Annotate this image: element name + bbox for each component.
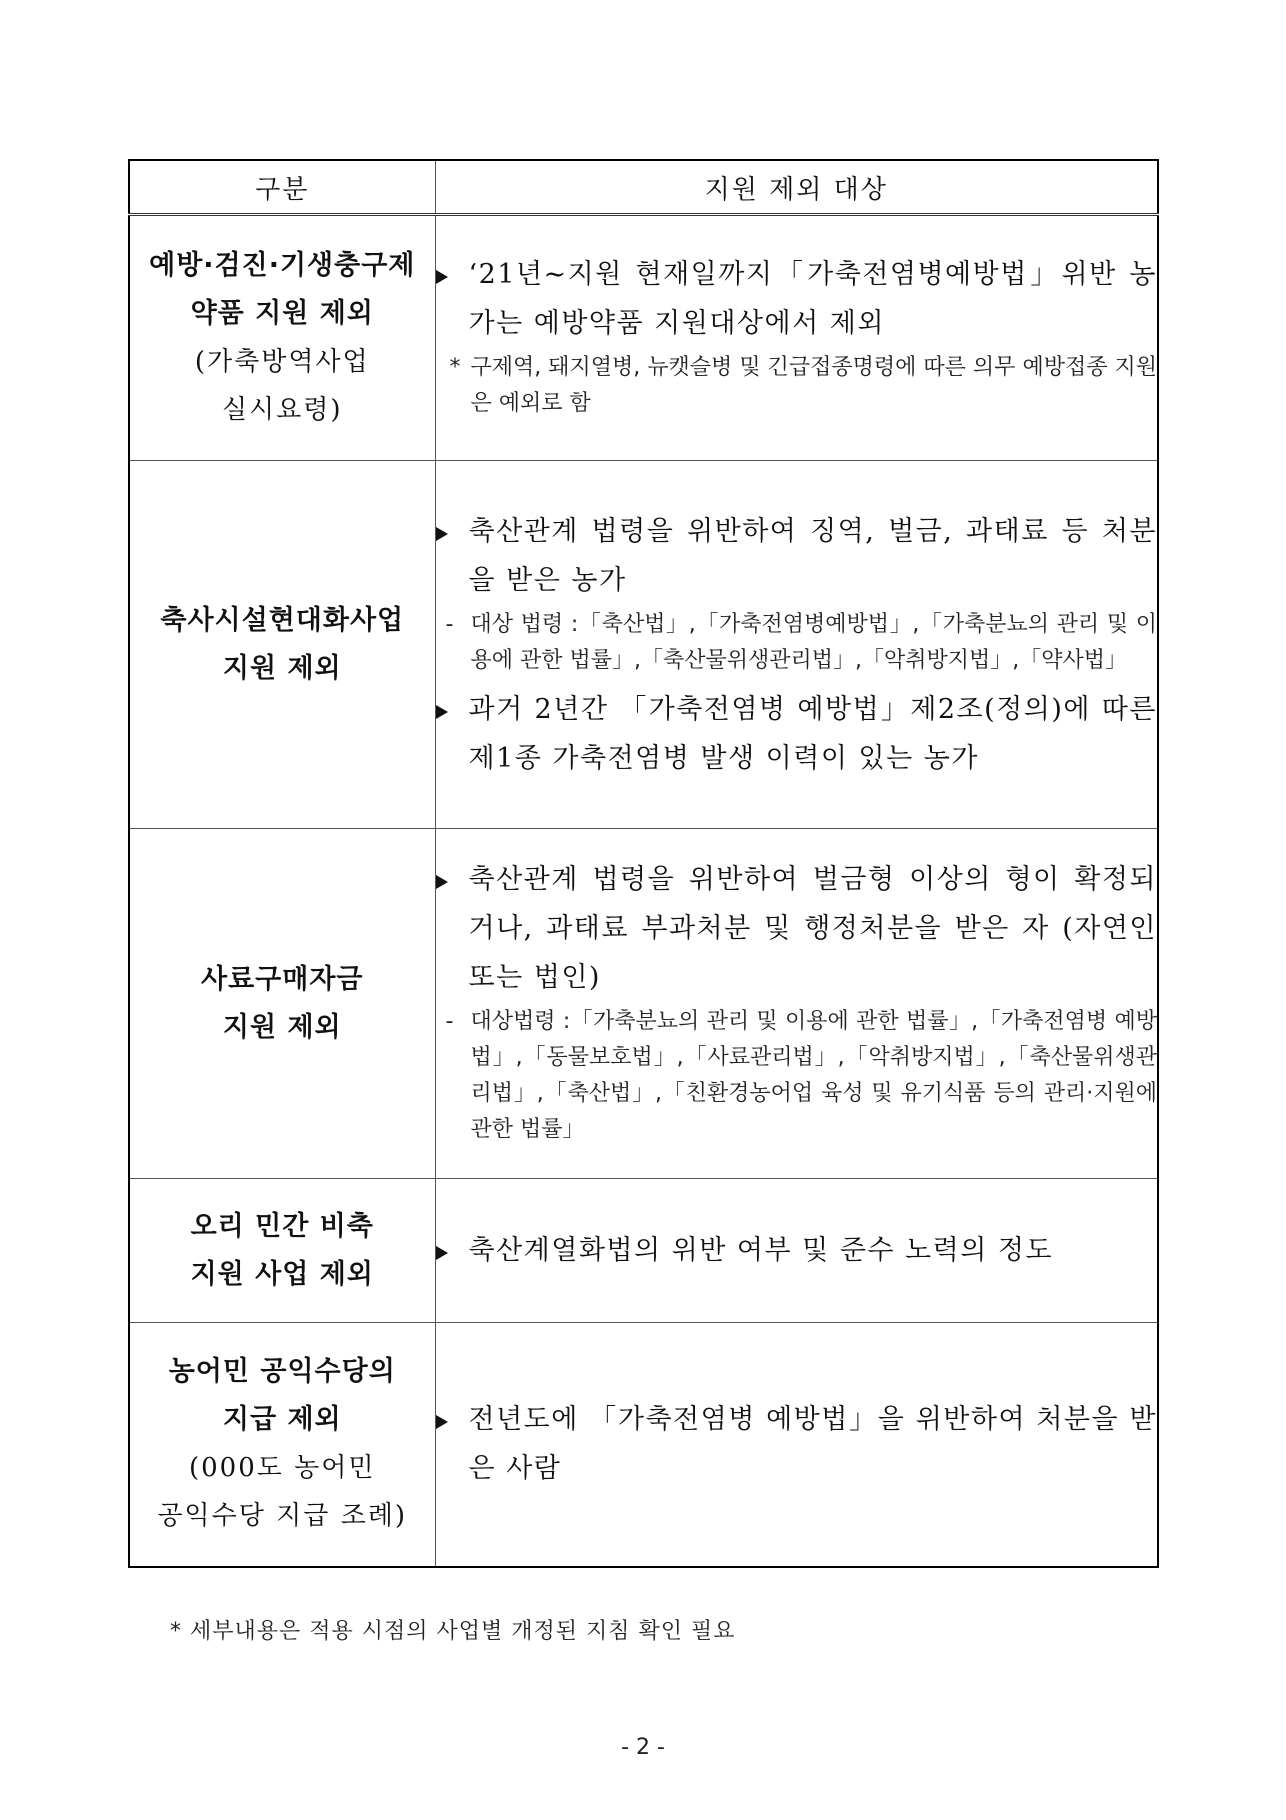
- exclusion-table: [128, 159, 1159, 1568]
- row-content-cell: [435, 829, 1158, 1179]
- bullet-text: 축산계열화법의 위반 여부 및 준수 노력의 정도: [468, 1235, 1054, 1266]
- table-row: [129, 1323, 1158, 1567]
- note-mark: -: [445, 1009, 454, 1034]
- row-title-line: 농어민 공익수당의: [168, 1356, 396, 1388]
- bullet-item: [436, 855, 1158, 1002]
- sub-note: [436, 1004, 1158, 1148]
- bullet-item: [436, 1395, 1158, 1493]
- bullet-text: 전년도에 「가축전염병 예방법」을 위반하여 처분을 받은 사람: [468, 1404, 1157, 1485]
- note-text: 대상 법령 :「축산법」,「가축전염병예방법」,「가축분뇨의 관리 및 이용에 관한 법률」,「축산물위생관리법」,「악취방지법」,「약사법」: [470, 611, 1157, 673]
- row-title-line: 사료구매자금: [201, 963, 364, 995]
- bullet-text: ‘21년∼지원 현재일까지「가축전염병예방법」위반 농가는 예방약품 지원대상에서 제외: [468, 259, 1157, 339]
- row-title-line: 약품 지원 제외: [190, 298, 374, 329]
- bullet-item: [436, 507, 1158, 605]
- table-row: [129, 829, 1158, 1179]
- table-row: [129, 1179, 1158, 1323]
- row-content-cell: [435, 1323, 1158, 1567]
- row-subtitle-line: 공익수당 지급 조례): [157, 1501, 408, 1532]
- bullet-text: 축산관계 법령을 위반하여 징역, 벌금, 과태료 등 처분을 받은 농가: [468, 515, 1157, 596]
- note-text: 구제역, 돼지열병, 뉴캣슬병 및 긴급접종명령에 따른 의무 예방접종 지원은 예외로 함: [470, 355, 1157, 416]
- triangle-bullet-icon: [436, 875, 448, 889]
- row-category-cell: [129, 461, 435, 829]
- table-row: [129, 461, 1158, 829]
- triangle-bullet-icon: [436, 270, 448, 284]
- row-subtitle-line: (000도 농어민: [189, 1453, 376, 1484]
- triangle-bullet-icon: [436, 1246, 448, 1260]
- table-row: [129, 215, 1158, 461]
- row-title-line: 예방·검진·기생충구제: [149, 250, 416, 281]
- bullet-item: [436, 250, 1158, 348]
- triangle-bullet-icon: [436, 705, 448, 719]
- row-title-line: 지급 제외: [222, 1404, 342, 1436]
- note-mark: *: [449, 355, 461, 380]
- row-category-cell: [129, 1323, 435, 1567]
- bullet-text: 축산관계 법령을 위반하여 벌금형 이상의 형이 확정되거나, 과태료 부과처분 및 행정처분을 받은 자 (자연인 또는 법인): [468, 864, 1157, 993]
- row-title-line: 축사시설현대화사업: [160, 604, 405, 636]
- row-content-cell: [435, 1179, 1158, 1323]
- row-title-line: 지원 사업 제외: [190, 1258, 374, 1290]
- row-title-line: 지원 제외: [222, 652, 342, 684]
- bullet-item: [436, 685, 1158, 783]
- bullet-item: [436, 1226, 1158, 1275]
- sub-note: [436, 607, 1158, 679]
- row-category-cell: [129, 1179, 435, 1323]
- sub-note: [436, 350, 1158, 422]
- row-title-line: 오리 민간 비축: [190, 1210, 374, 1242]
- row-category-cell: [129, 215, 435, 461]
- row-content-cell: [435, 215, 1158, 461]
- header-exclusion-target: 지원 제외 대상: [435, 160, 1158, 215]
- row-category-cell: [129, 829, 435, 1179]
- row-subtitle-line: (가축방역사업: [194, 347, 370, 377]
- triangle-bullet-icon: [436, 527, 448, 541]
- footnote: * 세부내용은 적용 시점의 사업별 개정된 지침 확인 필요: [170, 1619, 736, 1644]
- bullet-text: 과거 2년간 「가축전염병 예방법」제2조(정의)에 따른 제1종 가축전염병 발생 이력이 있는 농가: [468, 693, 1157, 774]
- header-category: 구분: [129, 160, 435, 215]
- triangle-bullet-icon: [436, 1415, 448, 1429]
- row-subtitle-line: 실시요령): [221, 395, 343, 425]
- note-text: 대상법령 :「가축분뇨의 관리 및 이용에 관한 법률」,「가축전염병 예방법」,「동물보호법」,「사료관리법」,「악취방지법」,「축산물위생관리법」,「축산법」,「친환경농어업 육성 및 유기식품 등의 관리·지원에 관한 법률」: [470, 1009, 1157, 1142]
- row-content-cell: [435, 461, 1158, 829]
- row-title-line: 지원 제외: [222, 1011, 342, 1043]
- note-mark: -: [445, 611, 454, 637]
- table-header-row: [129, 160, 1158, 215]
- page-number: - 2 -: [621, 1735, 665, 1760]
